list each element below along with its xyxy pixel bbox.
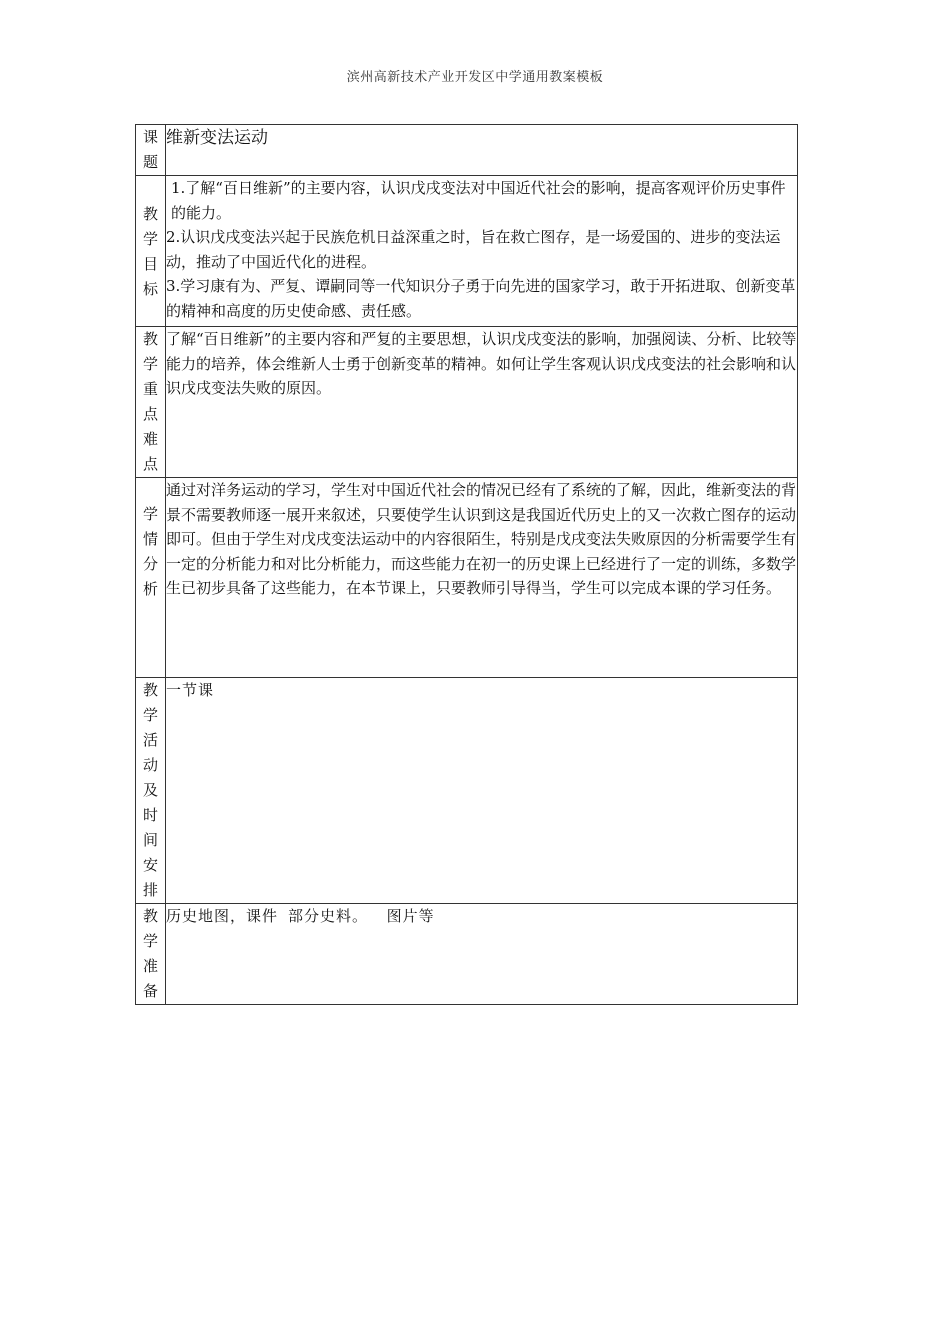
table-row-topic [136, 125, 798, 176]
label-char: 难 [142, 430, 158, 448]
key-points-text: 了解“百日维新”的主要内容和严复的主要思想，认识戊戌变法的影响，加强阅读、分析、比较等能力的培养，体会维新人士勇于创新变革的精神。如何让学生客观认识戊戌变法的社会影响和认识戊戌变法失败的原因。 [166, 330, 797, 397]
table-row-preparation [136, 904, 798, 1005]
lesson-plan-table [135, 124, 798, 1005]
preparation-text: 历史地图，课件 部分史料。 图片等 [166, 907, 435, 925]
label-char: 目 [142, 255, 158, 273]
topic-title: 维新变法运动 [166, 128, 268, 148]
label-char: 情 [142, 530, 158, 548]
label-char: 教 [142, 681, 158, 699]
label-char: 学 [142, 706, 158, 724]
label-char: 间 [142, 831, 158, 849]
row-label-preparation [136, 904, 166, 1005]
label-char: 析 [142, 580, 158, 598]
row-label-student-analysis [136, 478, 166, 678]
row-content-objectives [166, 176, 798, 327]
label-char: 动 [142, 756, 158, 774]
row-content-student-analysis [166, 478, 798, 678]
objective-item: 3.学习康有为、严复、谭嗣同等一代知识分子勇于向先进的国家学习，敢于开拓进取、创新变革的精神和高度的历史使命感、责任感。 [166, 277, 796, 320]
label-char: 题 [142, 153, 158, 171]
objective-item: 2.认识戊戌变法兴起于民族危机日益深重之时，旨在救亡图存，是一场爱国的、进步的变法运动，推动了中国近代化的进程。 [166, 228, 781, 271]
label-char: 学 [142, 355, 158, 373]
page-header: 滨州高新技术产业开发区中学通用教案模板 [346, 70, 604, 85]
table-row-student-analysis [136, 478, 798, 678]
table-row-activities [136, 678, 798, 904]
label-char: 学 [142, 505, 158, 523]
activities-text: 一节课 [166, 681, 215, 699]
label-char: 分 [142, 555, 158, 573]
label-char: 教 [142, 907, 158, 925]
label-char: 课 [142, 128, 158, 146]
table-row-objectives [136, 176, 798, 327]
table-row-key-points [136, 327, 798, 478]
label-char: 备 [142, 982, 158, 1000]
label-char: 教 [142, 330, 158, 348]
row-label-topic [136, 125, 166, 176]
row-label-key-points [136, 327, 166, 478]
row-content-topic [166, 125, 798, 176]
label-char: 点 [142, 455, 158, 473]
row-content-key-points [166, 327, 798, 478]
label-char: 准 [142, 957, 158, 975]
label-char: 时 [142, 806, 158, 824]
label-char: 学 [142, 230, 158, 248]
label-char: 教 [142, 205, 158, 223]
row-content-activities [166, 678, 798, 904]
objective-item: 1.了解“百日维新”的主要内容，认识戊戌变法对中国近代社会的影响，提高客观评价历史事件的能力。 [171, 179, 786, 222]
label-char: 标 [142, 280, 158, 298]
label-char: 重 [142, 380, 158, 398]
label-char: 及 [142, 781, 158, 799]
row-label-activities [136, 678, 166, 904]
label-char: 学 [142, 932, 158, 950]
label-char: 活 [142, 731, 158, 749]
label-char: 排 [142, 881, 158, 899]
row-content-preparation [166, 904, 798, 1005]
label-char: 点 [142, 405, 158, 423]
student-analysis-text: 通过对洋务运动的学习，学生对中国近代社会的情况已经有了系统的了解，因此，维新变法的背景不需要教师逐一展开来叙述，只要使学生认识到这是我国近代历史上的又一次救亡图存的运动即可。但由于学生对戊戌变法运动中的内容很陌生，特别是戊戌变法失败原因的分析需要学生有一定的分析能力和对比分析能力，而这些能力在初一的历史课上已经进行了一定的训练，多数学生已初步具备了这些能力，在本节课上，只要教师引导得当，学生可以完成本课的学习任务。 [166, 481, 797, 597]
row-label-objectives [136, 176, 166, 327]
label-char: 安 [142, 856, 158, 874]
